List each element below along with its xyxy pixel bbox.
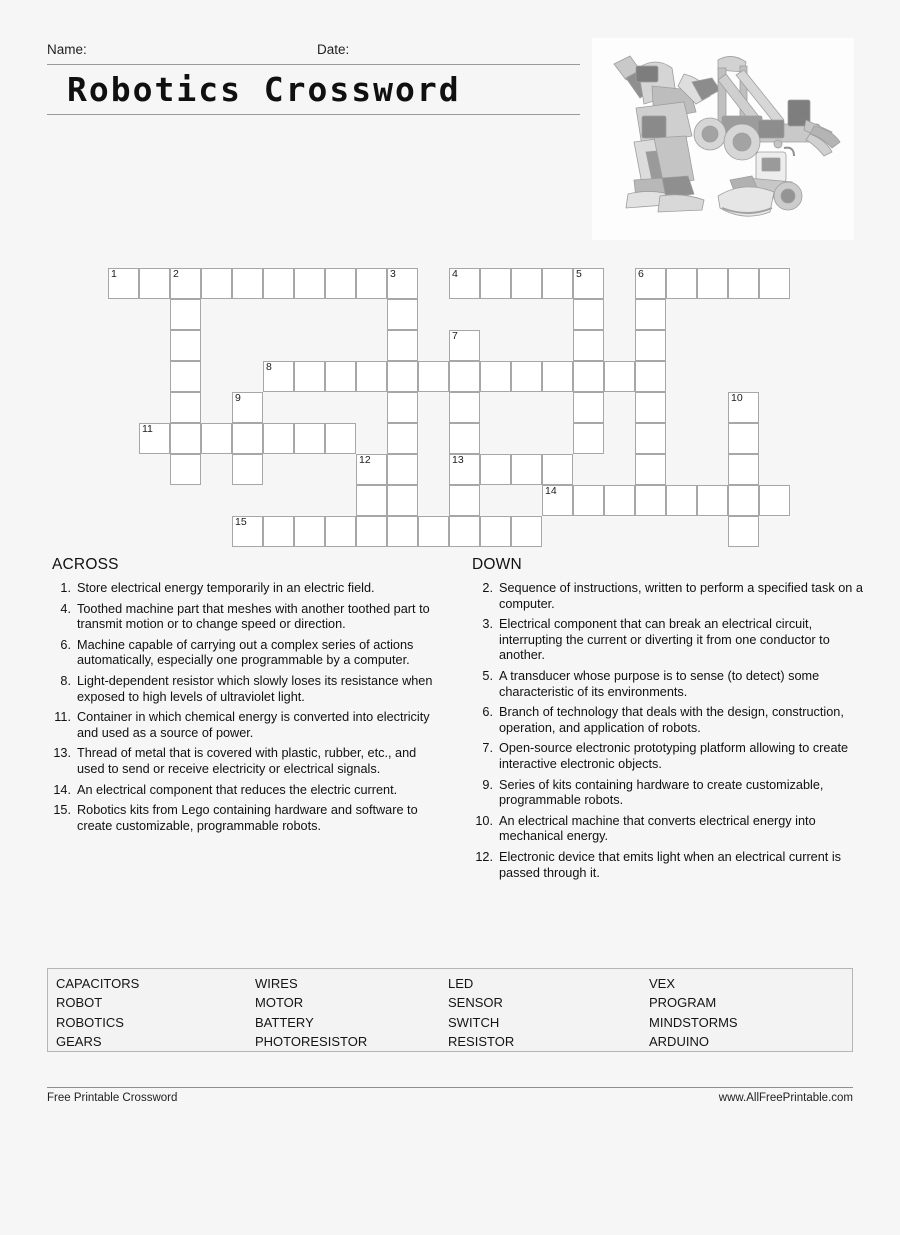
word-bank-word: SENSOR [448,995,503,1011]
word-bank-word: MOTOR [255,995,304,1011]
clue-text: Branch of technology that deals with the design, construction, operation, and application of robots. [499,705,844,735]
grid-cell[interactable] [542,361,573,392]
grid-cell[interactable] [728,423,759,454]
grid-cell[interactable] [201,423,232,454]
grid-cell[interactable] [480,268,511,299]
grid-cell-numbered-7[interactable] [449,330,480,361]
grid-cell[interactable] [325,268,356,299]
clue-text: Series of kits containing hardware to create customizable, programmable robots. [499,777,824,808]
clue-number: 10. [475,813,493,828]
grid-cell[interactable] [635,392,666,423]
grid-cell[interactable] [170,392,201,423]
clue-number: 4. [60,601,71,616]
grid-cell[interactable] [387,299,418,330]
clue-number: 7. [482,741,493,756]
word-bank-column [255,974,367,1052]
clue-item [47,674,437,705]
grid-cell[interactable] [232,454,263,485]
grid-cell[interactable] [480,516,511,547]
grid-cell-numbered-15[interactable] [232,516,263,547]
word-bank [47,968,853,1052]
grid-cell[interactable] [759,268,790,299]
word-bank-word: PROGRAM [649,995,717,1011]
grid-cell[interactable] [573,299,604,330]
clue-text: A transducer whose purpose is to sense (to detect) some characteristic of its environments. [499,668,820,699]
clue-number: 5. [482,668,493,683]
clue-item [467,814,867,845]
clue-number: 1. [60,581,71,595]
word-bank-word: ROBOTICS [56,1014,124,1030]
clue-item [467,778,867,809]
grid-cell[interactable] [387,454,418,485]
clue-item [47,783,437,799]
grid-cell[interactable] [573,361,604,392]
clue-text: Sequence of instructions, written to perform a specified task on a computer. [499,581,863,611]
grid-cell-number: 7 [452,330,458,342]
clue-number: 15. [53,803,71,818]
grid-cell-number: 8 [266,361,272,373]
clue-number: 3. [482,617,493,632]
grid-cell-numbered-1[interactable] [108,268,139,299]
grid-cell-numbered-14[interactable] [542,485,573,516]
grid-cell[interactable] [635,485,666,516]
grid-cell[interactable] [294,268,325,299]
clue-number: 8. [60,673,71,688]
grid-cell[interactable] [263,268,294,299]
clue-text: Container in which chemical energy is converted into electricity and used as a source of power. [77,710,430,740]
grid-cell[interactable] [170,454,201,485]
grid-cell[interactable] [356,485,387,516]
grid-cell[interactable] [449,485,480,516]
grid-cell[interactable] [697,485,728,516]
clue-text: Electrical component that can break an electrical circuit, interrupting the current or diverting it from one conductor to another. [499,617,830,663]
grid-cell[interactable] [511,516,542,547]
clue-item [47,581,437,597]
clue-number: 6. [60,637,71,652]
grid-cell-numbered-8[interactable] [263,361,294,392]
page-title: Robotics Crossword [67,70,461,109]
clue-item [47,602,437,633]
grid-cell-numbered-9[interactable] [232,392,263,423]
word-bank-word: ROBOT [56,995,103,1011]
grid-cell[interactable] [170,299,201,330]
grid-cell-numbered-10[interactable] [728,392,759,423]
clue-item [47,746,437,777]
grid-cell[interactable] [728,454,759,485]
grid-cell-number: 15 [235,516,247,528]
word-bank-word: VEX [649,976,676,991]
clue-item [467,617,867,664]
word-bank-word: BATTERY [255,1014,314,1030]
grid-cell[interactable] [418,361,449,392]
grid-cell[interactable] [542,268,573,299]
grid-cell-numbered-2[interactable] [170,268,201,299]
grid-cell[interactable] [387,423,418,454]
clue-text: Open-source electronic prototyping platform allowing to create interactive electronic objects. [499,741,849,771]
header-fields [47,42,580,62]
grid-cell[interactable] [511,268,542,299]
grid-cell[interactable] [387,361,418,392]
clue-text: Robotics kits from Lego containing hardware and software to create customizable, programmable robots. [77,803,418,833]
clue-number: 13. [53,746,71,761]
grid-cell-number: 13 [452,454,464,466]
grid-cell[interactable] [480,361,511,392]
grid-cell-number: 6 [638,268,644,280]
grid-cell[interactable] [759,485,790,516]
across-clue-list [47,581,437,834]
word-bank-word: CAPACITORS [56,976,140,991]
grid-cell[interactable] [542,454,573,485]
word-bank-grid [48,969,852,1051]
grid-cell[interactable] [573,330,604,361]
word-bank-word: SWITCH [448,1014,500,1030]
grid-cell[interactable] [356,516,387,547]
robots-photo [592,38,854,240]
clue-item [467,581,867,612]
across-clues-column [47,556,437,839]
date-label: Date: [317,42,350,57]
clue-item [467,669,867,700]
word-bank-word: RESISTOR [448,1034,515,1050]
clue-number: 11. [54,710,71,725]
grid-cell[interactable] [728,268,759,299]
clue-item [467,705,867,736]
word-bank-column [649,974,738,1052]
clue-text: Store electrical energy temporarily in an electric field. [77,581,375,595]
grid-cell[interactable] [387,330,418,361]
grid-cell[interactable] [232,423,263,454]
clue-item [47,803,437,834]
grid-cell[interactable] [573,485,604,516]
grid-cell[interactable] [418,516,449,547]
grid-cell[interactable] [635,299,666,330]
clue-number: 14. [53,782,71,797]
footer-divider [47,1087,853,1088]
grid-cell[interactable] [449,392,480,423]
grid-cell[interactable] [263,516,294,547]
grid-cell-numbered-13[interactable] [449,454,480,485]
robots-illustration [592,38,854,240]
header-divider-bottom [47,114,580,115]
grid-cell[interactable] [697,268,728,299]
grid-cell-number: 14 [545,485,557,497]
grid-cell-numbered-4[interactable] [449,268,480,299]
grid-cell[interactable] [635,361,666,392]
grid-cell-number: 1 [111,268,117,280]
grid-cell[interactable] [356,361,387,392]
footer-right-text: www.AllFreePrintable.com [718,1092,853,1104]
across-heading: ACROSS [52,556,119,573]
clue-item [47,638,437,669]
grid-cell-number: 12 [359,454,371,466]
grid-cell[interactable] [232,268,263,299]
word-bank-word: PHOTORESISTOR [255,1034,368,1050]
grid-cell[interactable] [325,423,356,454]
grid-cell[interactable] [449,423,480,454]
clue-text: Electronic device that emits light when an electrical current is passed through it. [499,849,842,880]
grid-cell[interactable] [480,454,511,485]
grid-cell[interactable] [449,516,480,547]
grid-cell[interactable] [170,423,201,454]
name-label: Name: [47,42,87,57]
grid-cell[interactable] [728,485,759,516]
grid-cell[interactable] [573,392,604,423]
clue-text: Thread of metal that is covered with plastic, rubber, etc., and used to send or receive electricity or electrical signals. [77,746,417,776]
grid-cell-numbered-5[interactable] [573,268,604,299]
footer-left-text: Free Printable Crossword [47,1092,178,1104]
grid-cell[interactable] [263,423,294,454]
grid-cell[interactable] [325,516,356,547]
word-bank-word: MINDSTORMS [649,1014,738,1030]
grid-cell[interactable] [511,454,542,485]
grid-cell[interactable] [449,361,480,392]
clue-item [47,710,437,741]
grid-cell-numbered-3[interactable] [387,268,418,299]
grid-cell[interactable] [666,485,697,516]
grid-cell[interactable] [635,423,666,454]
grid-cell-numbered-12[interactable] [356,454,387,485]
clue-text: Light-dependent resistor which slowly loses its resistance when exposed to high levels of ultraviolet light. [77,673,433,704]
clue-number: 2. [482,581,493,595]
grid-cell[interactable] [387,516,418,547]
grid-cell[interactable] [728,516,759,547]
grid-cell[interactable] [325,361,356,392]
word-bank-column [448,974,514,1052]
word-bank-word: LED [448,976,474,991]
clue-item [467,741,867,772]
grid-cell[interactable] [635,330,666,361]
crossword-grid[interactable] [108,268,808,558]
grid-cell-number: 3 [390,268,396,280]
grid-cell[interactable] [387,485,418,516]
clue-number: 12. [475,849,493,864]
clue-text: Machine capable of carrying out a complex series of actions automatically, especially one programmable by a computer. [77,637,414,668]
grid-cell-numbered-6[interactable] [635,268,666,299]
clue-number: 9. [482,777,493,792]
grid-cell[interactable] [201,268,232,299]
word-bank-word: ARDUINO [649,1034,709,1050]
grid-cell-number: 2 [173,268,179,280]
clue-number: 6. [482,705,493,720]
grid-cell[interactable] [294,361,325,392]
clue-item [467,850,867,881]
clue-text: An electrical machine that converts electrical energy into mechanical energy. [499,813,816,844]
grid-cell-number: 4 [452,268,458,280]
down-heading: DOWN [472,556,522,573]
grid-cell[interactable] [139,268,170,299]
grid-cell-numbered-11[interactable] [139,423,170,454]
word-bank-word: GEARS [56,1034,102,1050]
grid-cell-number: 9 [235,392,241,404]
grid-cell[interactable] [294,423,325,454]
grid-cell-number: 10 [731,392,743,404]
grid-cell[interactable] [294,516,325,547]
grid-cell[interactable] [356,268,387,299]
header-divider-top [47,64,580,65]
grid-cell[interactable] [573,423,604,454]
clue-text: Toothed machine part that meshes with another toothed part to transmit motion or to change speed or direction. [77,601,430,632]
grid-cell[interactable] [170,330,201,361]
word-bank-column [56,974,139,1052]
grid-cell[interactable] [387,392,418,423]
grid-cell-number: 5 [576,268,582,280]
grid-cell[interactable] [666,268,697,299]
down-clue-list [467,581,867,881]
down-clues-column [467,556,867,886]
word-bank-word: WIRES [255,976,298,991]
grid-cell[interactable] [170,361,201,392]
grid-cell[interactable] [511,361,542,392]
grid-cell[interactable] [604,485,635,516]
grid-cell[interactable] [604,361,635,392]
clue-text: An electrical component that reduces the electric current. [77,782,398,797]
grid-cell[interactable] [635,454,666,485]
grid-cell-number: 11 [142,423,153,435]
